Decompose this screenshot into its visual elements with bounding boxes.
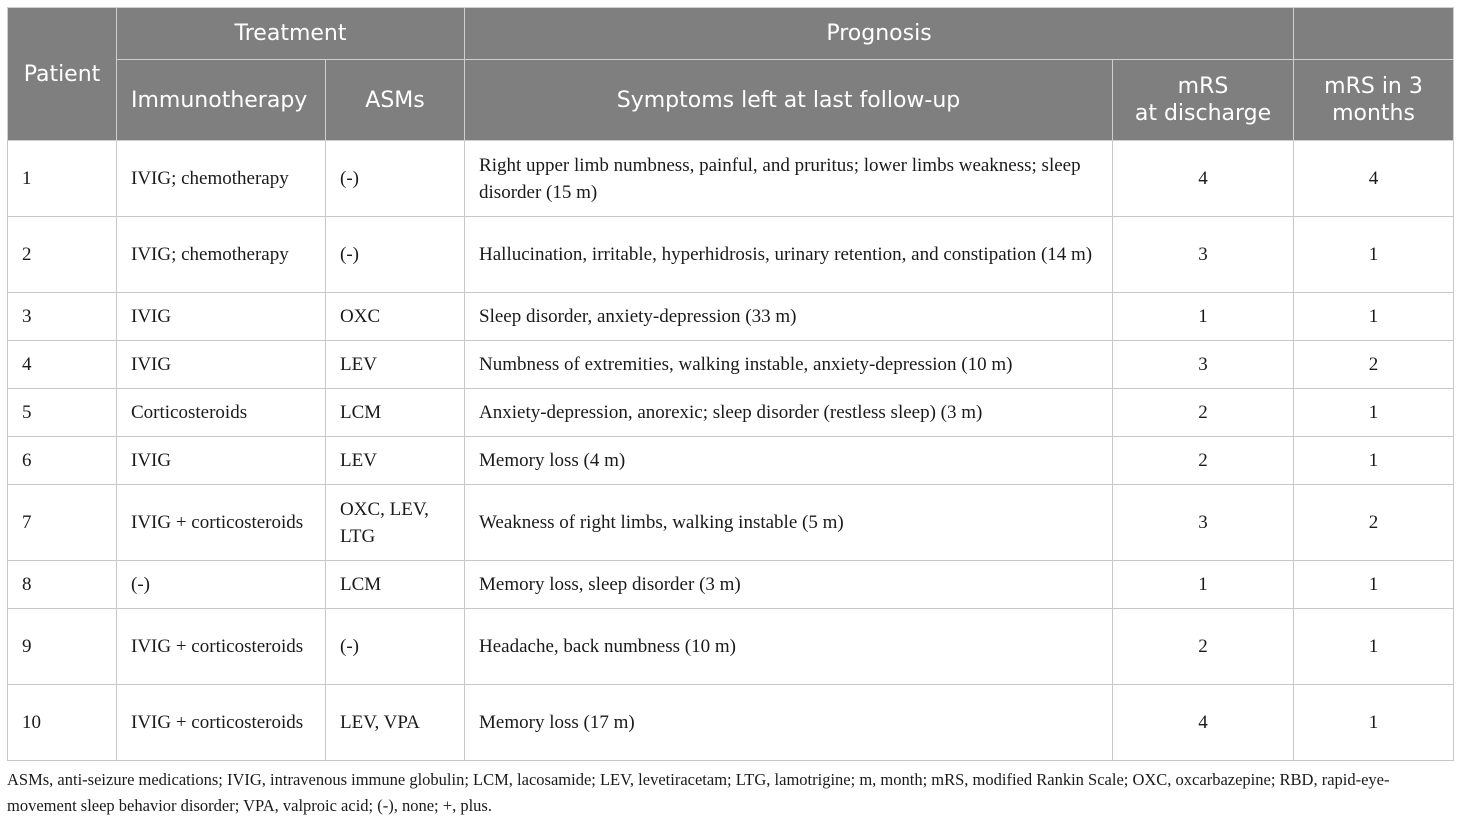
cell-mrs-discharge: 4 (1113, 141, 1294, 217)
header-mrs-discharge-line2: at discharge (1134, 101, 1272, 126)
table-row (8, 685, 1454, 761)
cell-immunotherapy: IVIG; chemotherapy (117, 141, 326, 217)
cell-mrs-discharge: 1 (1113, 293, 1294, 341)
cell-mrs-discharge: 2 (1113, 609, 1294, 685)
cell-immunotherapy: Corticosteroids (117, 389, 326, 437)
header-treatment: Treatment (117, 8, 465, 60)
cell-mrs-discharge: 3 (1113, 217, 1294, 293)
header-asms: ASMs (326, 60, 465, 141)
cell-asms: OXC, LEV, LTG (326, 485, 465, 561)
cell-immunotherapy: IVIG (117, 341, 326, 389)
header-mrs-discharge-line1: mRS (1177, 74, 1229, 99)
cell-mrs-3-months: 1 (1294, 437, 1454, 485)
header-patient: Patient (8, 8, 117, 141)
cell-symptoms: Anxiety-depression, anorexic; sleep disorder (restless sleep) (3 m) (465, 389, 1113, 437)
header-mrs-3-months-line1: mRS in 3 (1324, 74, 1423, 99)
cell-asms: (-) (326, 609, 465, 685)
cell-mrs-discharge: 3 (1113, 341, 1294, 389)
cell-mrs-3-months: 1 (1294, 685, 1454, 761)
cell-immunotherapy: IVIG (117, 437, 326, 485)
cell-patient: 2 (8, 217, 117, 293)
cell-mrs-3-months: 2 (1294, 341, 1454, 389)
table-body (8, 141, 1454, 761)
cell-patient: 10 (8, 685, 117, 761)
table-row (8, 437, 1454, 485)
cell-mrs-3-months: 1 (1294, 293, 1454, 341)
cell-symptoms: Sleep disorder, anxiety-depression (33 m) (465, 293, 1113, 341)
cell-asms: LEV (326, 437, 465, 485)
header-prognosis: Prognosis (465, 8, 1294, 60)
table-header (8, 8, 1454, 141)
cell-immunotherapy: IVIG + corticosteroids (117, 485, 326, 561)
cell-patient: 8 (8, 561, 117, 609)
cell-mrs-3-months: 4 (1294, 141, 1454, 217)
cell-patient: 4 (8, 341, 117, 389)
cell-symptoms: Memory loss, sleep disorder (3 m) (465, 561, 1113, 609)
cell-asms: (-) (326, 217, 465, 293)
cell-mrs-discharge: 2 (1113, 389, 1294, 437)
cell-mrs-discharge: 3 (1113, 485, 1294, 561)
cell-mrs-3-months: 2 (1294, 485, 1454, 561)
cell-mrs-3-months: 1 (1294, 561, 1454, 609)
cell-mrs-discharge: 2 (1113, 437, 1294, 485)
table-row (8, 141, 1454, 217)
cell-immunotherapy: IVIG + corticosteroids (117, 609, 326, 685)
table-row (8, 485, 1454, 561)
cell-mrs-discharge: 4 (1113, 685, 1294, 761)
cell-patient: 6 (8, 437, 117, 485)
cell-asms: LCM (326, 561, 465, 609)
cell-asms: LCM (326, 389, 465, 437)
table-row (8, 561, 1454, 609)
cell-immunotherapy: IVIG + corticosteroids (117, 685, 326, 761)
cell-symptoms: Headache, back numbness (10 m) (465, 609, 1113, 685)
header-empty-cell (1294, 8, 1454, 60)
cell-symptoms: Right upper limb numbness, painful, and pruritus; lower limbs weakness; sleep disorder (15 m) (465, 141, 1113, 217)
header-mrs-discharge (1113, 60, 1294, 141)
table-container (7, 7, 1453, 761)
header-mrs-3-months (1294, 60, 1454, 141)
header-symptoms: Symptoms left at last follow-up (465, 60, 1113, 141)
cell-symptoms: Hallucination, irritable, hyperhidrosis, urinary retention, and constipation (14 m) (465, 217, 1113, 293)
cell-symptoms: Memory loss (4 m) (465, 437, 1113, 485)
cell-asms: LEV, VPA (326, 685, 465, 761)
cell-asms: (-) (326, 141, 465, 217)
cell-immunotherapy: IVIG (117, 293, 326, 341)
cell-mrs-3-months: 1 (1294, 389, 1454, 437)
cell-immunotherapy: IVIG; chemotherapy (117, 217, 326, 293)
header-mrs-3-months-line2: months (1332, 101, 1415, 126)
cell-asms: LEV (326, 341, 465, 389)
cell-mrs-3-months: 1 (1294, 217, 1454, 293)
table-row (8, 217, 1454, 293)
table-row (8, 341, 1454, 389)
cell-mrs-discharge: 1 (1113, 561, 1294, 609)
cell-patient: 5 (8, 389, 117, 437)
table-row (8, 389, 1454, 437)
cell-patient: 3 (8, 293, 117, 341)
cell-patient: 1 (8, 141, 117, 217)
cell-symptoms: Numbness of extremities, walking instable, anxiety-depression (10 m) (465, 341, 1113, 389)
cell-patient: 7 (8, 485, 117, 561)
cell-immunotherapy: (-) (117, 561, 326, 609)
table-row (8, 293, 1454, 341)
cell-symptoms: Weakness of right limbs, walking instable (5 m) (465, 485, 1113, 561)
patient-outcomes-table (7, 7, 1454, 761)
table-footnote: ASMs, anti-seizure medications; IVIG, intravenous immune globulin; LCM, lacosamide; LEV, levetiracetam; LTG, lamotrigine; m, month; mRS, modified Rankin Scale; OXC, oxcarbazepine; RBD, rapid-eye-movement sleep behavior disorder; VPA, valproic acid; (-), none; +, plus. (7, 770, 1390, 815)
table-row (8, 609, 1454, 685)
cell-patient: 9 (8, 609, 117, 685)
cell-mrs-3-months: 1 (1294, 609, 1454, 685)
cell-symptoms: Memory loss (17 m) (465, 685, 1113, 761)
header-immunotherapy: Immunotherapy (117, 60, 326, 141)
cell-asms: OXC (326, 293, 465, 341)
